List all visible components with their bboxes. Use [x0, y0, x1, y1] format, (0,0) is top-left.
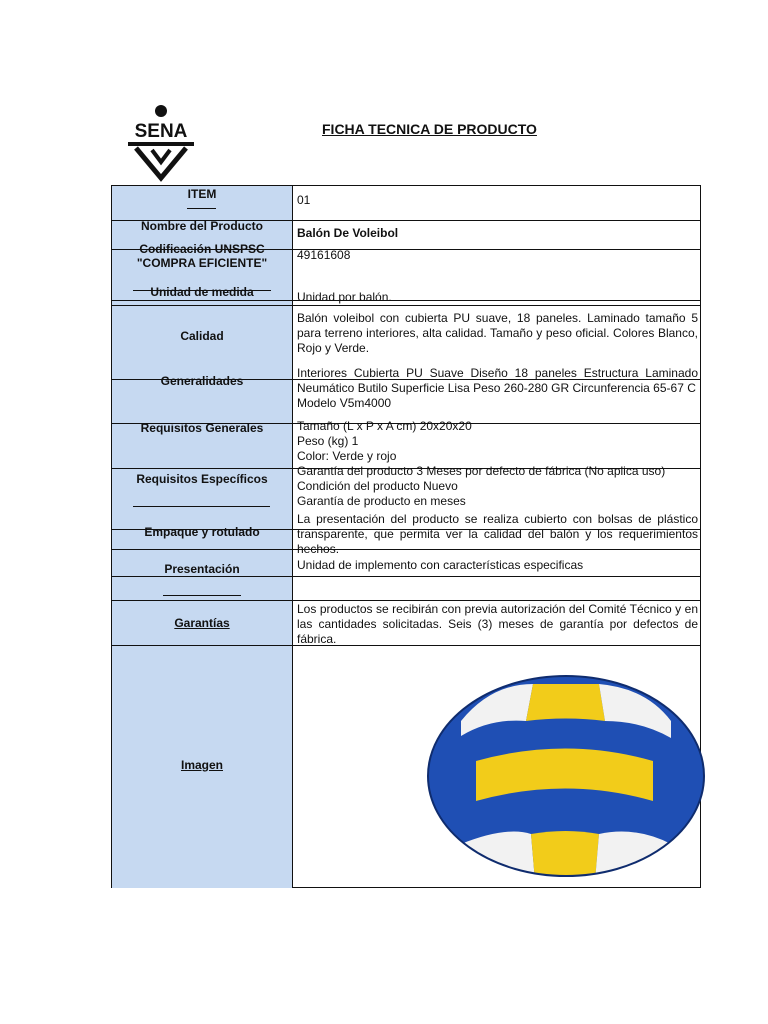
- codificacion-value: 49161608: [297, 248, 351, 262]
- generalidades-label: Generalidades: [160, 374, 244, 388]
- row-presentacion: [112, 549, 700, 577]
- divider: [133, 506, 270, 507]
- requisitos-generales-line: Color: Verde y rojo: [297, 449, 397, 463]
- requisitos-especificos-line: Garantía del producto 3 Meses por defecto de fábrica (No aplica uso): [297, 464, 666, 478]
- requisitos-especificos-label: Requisitos Específicos: [136, 472, 268, 486]
- volleyball-image: [421, 666, 711, 886]
- row-empaque: [112, 512, 700, 556]
- nombre-label: Nombre del Producto: [140, 219, 263, 233]
- generalidades-line: Modelo V5m4000: [297, 396, 392, 410]
- calidad-label: Calidad: [180, 329, 224, 343]
- divider: [187, 208, 216, 209]
- garantias-label: Garantías: [174, 616, 230, 630]
- codificacion-label: Codificación UNSPSC: [139, 242, 265, 256]
- row-generalidades: [112, 366, 700, 424]
- empaque-value: La presentación del producto se realiza cubierto con bolsas de plástico transparente, que permita ver la calidad del balón y los requerimientos hechos.: [297, 512, 698, 556]
- product-sheet-table: [111, 185, 701, 888]
- compra-eficiente-label: "COMPRA EFICIENTE": [136, 256, 268, 270]
- nombre-value: Balón De Voleibol: [297, 226, 399, 240]
- calidad-value: Balón voleibol con cubierta PU suave, 18 paneles. Laminado tamaño 5 para terreno interiores, alta calidad. Tamaño y peso oficial. Colores Blanco, Rojo y Verde.: [297, 311, 698, 355]
- row-empty: [112, 576, 700, 601]
- logo-text: SENA: [134, 121, 188, 142]
- document-title: FICHA TECNICA DE PRODUCTO: [322, 121, 537, 137]
- item-label: ITEM: [187, 187, 217, 201]
- requisitos-especificos-line: Garantía de producto en meses: [297, 494, 466, 508]
- garantias-value: Los productos se recibirán con previa autorización del Comité Técnico y en las cantidades solicitadas. Seis (3) meses de garantía por defectos de fábrica.: [297, 602, 698, 646]
- unidad-value: Unidad por balón.: [297, 290, 392, 304]
- generalidades-line: Interiores Cubierta PU Suave Diseño 18 paneles Estructura Laminado Neumático Butilo Superficie Lisa Peso 260-280 GR Circunferencia 65-67 C: [297, 366, 698, 395]
- presentacion-label: Presentación: [164, 562, 240, 576]
- row-imagen: [112, 645, 700, 888]
- presentacion-value: Unidad de implemento con características especificas: [297, 558, 584, 572]
- requisitos-generales-line: Peso (kg) 1: [297, 434, 359, 448]
- item-value: 01: [297, 193, 311, 207]
- requisitos-generales-label: Requisitos Generales: [140, 421, 264, 435]
- sena-logo: [122, 102, 200, 182]
- requisitos-generales-line: Tamaño (L x P x A cm) 20x20x20: [297, 419, 472, 433]
- row-item: [112, 186, 700, 220]
- divider: [163, 595, 241, 596]
- empaque-label: Empaque y rotulado: [144, 525, 260, 539]
- row-requisitos-generales: [112, 419, 700, 469]
- requisitos-especificos-line: Condición del producto Nuevo: [297, 479, 458, 493]
- unidad-label: Unidad de medida: [150, 285, 254, 299]
- row-garantias: [112, 600, 700, 646]
- imagen-label: Imagen: [180, 758, 223, 772]
